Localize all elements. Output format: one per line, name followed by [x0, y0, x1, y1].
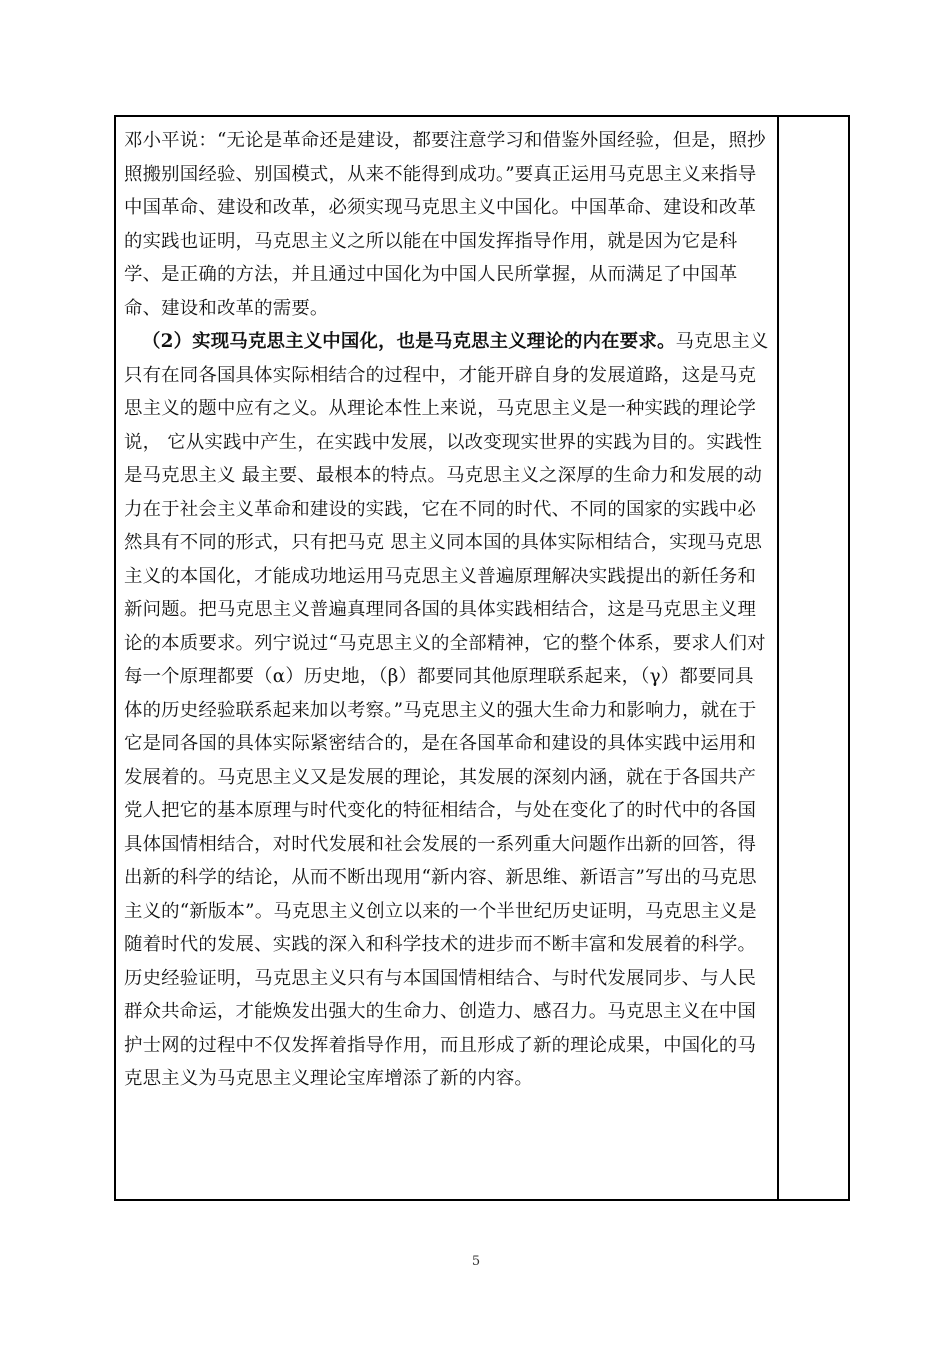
- empty-side-cell: [779, 117, 850, 1199]
- content-table: [114, 115, 850, 1201]
- paragraph-2: [124, 325, 772, 1096]
- main-text-cell: [124, 124, 772, 1096]
- paragraph-2-heading: （2）实现马克思主义中国化，也是马克思主义理论的内在要求。: [142, 331, 676, 352]
- page-number: 5: [471, 1254, 481, 1269]
- paragraph-1: 邓小平说：“无论是革命还是建设，都要注意学习和借鉴外国经验，但是，照抄照搬别国经验、别国模式，从来不能得到成功。”要真正运用马克思主义来指导中国革命、建设和改革，必须实现马克思主义中国化。中国革命、建设和改革的实践也证明，马克思主义之所以能在中国发挥指导作用，就是因为它是科学、是正确的方法，并且通过中国化为中国人民所掌握，从而满足了中国革命、建设和改革的需要。: [124, 130, 766, 319]
- paragraph-2-body: 马克思主义只有在同各国具体实际相结合的过程中，才能开辟自身的发展道路，这是马克思主义的题中应有之义。从理论本性上来说，马克思主义是一种实践的理论学说， 它从实践中产生，在实践中发展，以改变现实世界的实践为目的。实践性是马克思主义 最主要、最根本的特点。马克思主义之深厚的生命力和发展的动力在于社会主义革命和建设的实践，它在不同的时代、不同的国家的实践中必然具有不同的形式，只有把马克 思主义同本国的具体实际相结合，实现马克思主义的本国化，才能成功地运用马克思主义普遍原理解决实践提出的新任务和新问题。把马克思主义普遍真理同各国的具体实践相结合，这是马克思主义理论的本质要求。列宁说过“马克思主义的全部精神，它的整个体系，要求人们对每一个原理都要（α）历史地，（β）都要同其他原理联系起来，（γ）都要同具体的历史经验联系起来加以考察。”马克思主义的强大生命力和影响力，就在于它是同各国的具体实际紧密结合的，是在各国革命和建设的具体实践中运用和发展着的。马克思主义又是发展的理论，其发展的深刻内涵，就在于各国共产党人把它的基本原理与时代变化的特征相结合，与处在变化了的时代中的各国具体国情相结合，对时代发展和社会发展的一系列重大问题作出新的回答，得出新的科学的结论，从而不断出现用“新内容、新思维、新语言”写出的马克思主义的“新版本”。马克思主义创立以来的一个半世纪历史证明，马克思主义是随着时代的发展、实践的深入和科学技术的进步而不断丰富和发展着的科学。历史经验证明，马克思主义只有与本国国情相结合、与时代发展同步、与人民群众共命运，才能焕发出强大的生命力、创造力、感召力。马克思主义在中国护士网的过程中不仅发挥着指导作用，而且形成了新的理论成果，中国化的马克思主义为马克思主义理论宝库增添了新的内容。: [124, 331, 769, 1089]
